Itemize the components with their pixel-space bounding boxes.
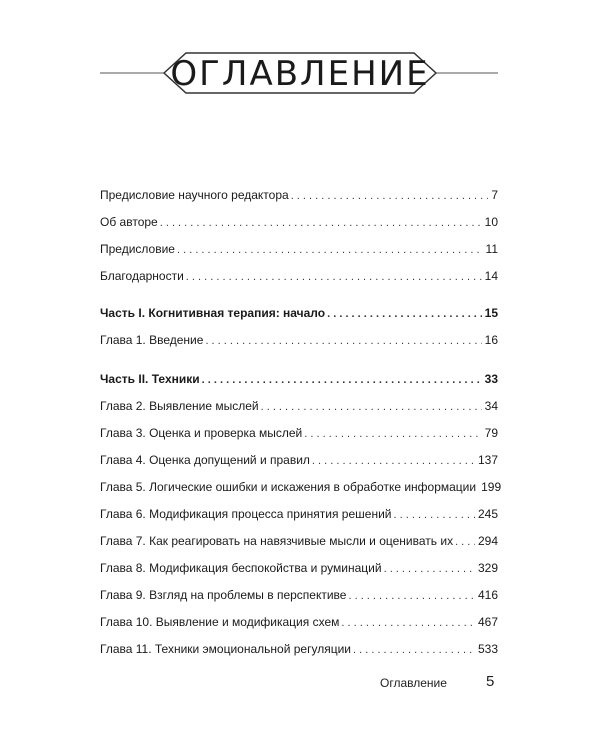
toc-entry-label: Часть I. Когнитивная терапия: начало bbox=[100, 306, 326, 320]
toc-entry[interactable] bbox=[100, 558, 498, 578]
toc-entry-label: Глава 11. Техники эмоциональной регуляции bbox=[100, 642, 351, 656]
toc-entry-page: 34 bbox=[484, 399, 498, 413]
page-number: 5 bbox=[486, 673, 495, 690]
toc-entry-page: 79 bbox=[484, 426, 498, 440]
toc-entry-label: Предисловие научного редактора bbox=[100, 188, 289, 202]
page-title: ОГЛАВЛЕНИЕ bbox=[170, 54, 430, 94]
toc-entry-page: 467 bbox=[477, 615, 498, 629]
toc-entry-page: 16 bbox=[484, 333, 498, 347]
toc-entry[interactable] bbox=[100, 531, 498, 551]
dot-leader bbox=[291, 186, 489, 206]
toc-part-heading[interactable] bbox=[100, 369, 498, 389]
toc-entry[interactable] bbox=[100, 423, 498, 443]
toc-entry-page: 329 bbox=[477, 561, 498, 575]
toc-entry-page: 294 bbox=[477, 534, 498, 548]
dot-leader bbox=[205, 331, 481, 351]
toc-entry-label: Глава 1. Введение bbox=[100, 333, 204, 347]
dot-leader bbox=[348, 586, 475, 606]
dot-leader bbox=[177, 240, 483, 260]
toc-entry[interactable] bbox=[100, 396, 498, 416]
toc-entry-label: Глава 9. Взгляд на проблемы в перспективе bbox=[100, 588, 347, 602]
toc-entry-label: Глава 2. Выявление мыслей bbox=[100, 399, 259, 413]
toc-entry[interactable] bbox=[100, 239, 498, 259]
dot-leader bbox=[341, 613, 475, 633]
toc-entry[interactable] bbox=[100, 639, 498, 659]
header-banner bbox=[0, 0, 600, 130]
toc-entry-page: 137 bbox=[477, 453, 498, 467]
dot-leader bbox=[312, 451, 475, 471]
dot-leader bbox=[353, 640, 475, 660]
toc-entry-label: Глава 4. Оценка допущений и правил bbox=[100, 453, 310, 467]
dot-leader bbox=[261, 397, 482, 417]
toc-entry-label: Глава 7. Как реагировать на навязчивые мысли и оценивать их bbox=[100, 534, 454, 548]
dot-leader bbox=[384, 559, 475, 579]
toc-entry[interactable] bbox=[100, 585, 498, 605]
toc-entry-label: Часть II. Техники bbox=[100, 372, 200, 386]
toc-entry-page: 14 bbox=[484, 269, 498, 283]
dot-leader bbox=[160, 213, 482, 233]
toc-entry-label: Глава 5. Логические ошибки и искажения в обработке информации bbox=[100, 480, 477, 494]
toc-entry-label: Об авторе bbox=[100, 215, 158, 229]
dot-leader bbox=[202, 370, 482, 390]
toc-entry-label: Предисловие bbox=[100, 242, 175, 256]
toc-entry[interactable] bbox=[100, 450, 498, 470]
toc-entry-page: 10 bbox=[484, 215, 498, 229]
toc-entry[interactable] bbox=[100, 212, 498, 232]
toc-entry-page: 15 bbox=[484, 306, 498, 320]
toc-entry-page: 199 bbox=[481, 480, 502, 494]
toc-entry[interactable] bbox=[100, 185, 498, 205]
dot-leader bbox=[304, 424, 481, 444]
running-footer-title: Оглавление bbox=[380, 676, 447, 690]
toc-entry-label: Глава 3. Оценка и проверка мыслей bbox=[100, 426, 303, 440]
toc-entry-page: 7 bbox=[491, 188, 498, 202]
toc-entry-label: Глава 6. Модификация процесса принятия решений bbox=[100, 507, 392, 521]
toc-entry-page: 33 bbox=[484, 372, 498, 386]
toc-entry[interactable] bbox=[100, 330, 498, 350]
toc-entry-label: Глава 10. Выявление и модификация схем bbox=[100, 615, 340, 629]
dot-leader bbox=[455, 532, 475, 552]
toc-entry-page: 533 bbox=[477, 642, 498, 656]
toc-part-heading[interactable] bbox=[100, 303, 498, 323]
dot-leader bbox=[327, 304, 482, 324]
toc-entry[interactable] bbox=[100, 266, 498, 286]
toc-entry-label: Глава 8. Модификация беспокойства и руминаций bbox=[100, 561, 382, 575]
toc-entry-page: 416 bbox=[477, 588, 498, 602]
dot-leader bbox=[394, 505, 475, 525]
toc-entry[interactable] bbox=[100, 477, 502, 497]
toc-entry-page: 11 bbox=[485, 242, 498, 256]
toc-entry[interactable] bbox=[100, 612, 498, 632]
dot-leader bbox=[186, 267, 482, 287]
toc-entry-page: 245 bbox=[477, 507, 498, 521]
toc-entry[interactable] bbox=[100, 504, 498, 524]
toc-entry-label: Благодарности bbox=[100, 269, 184, 283]
